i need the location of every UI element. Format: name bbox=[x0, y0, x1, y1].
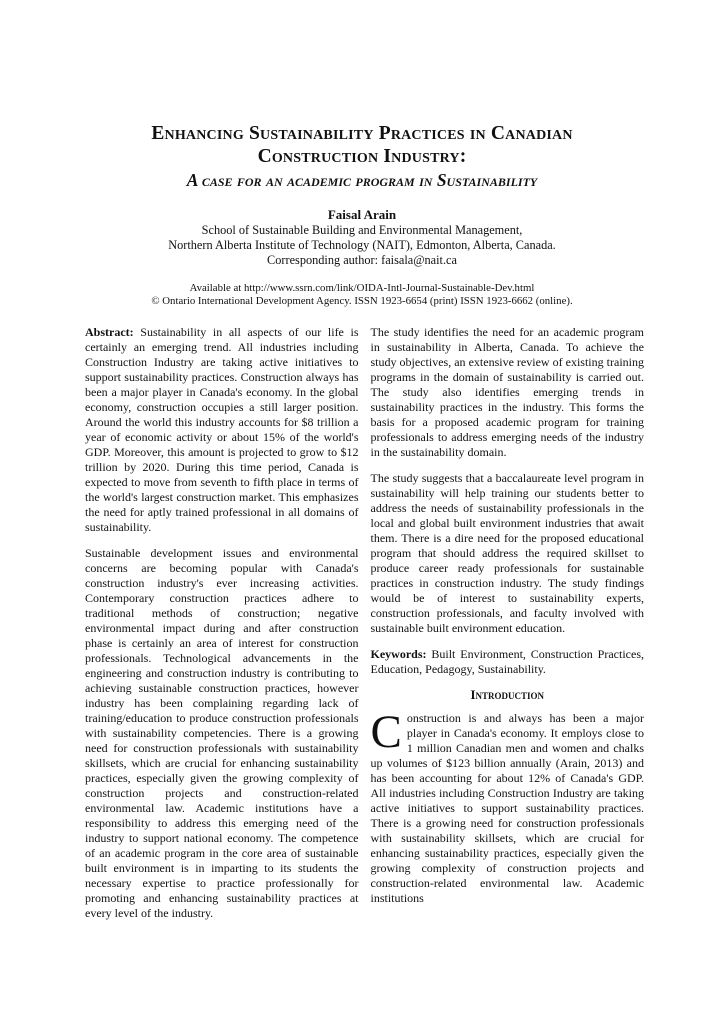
paper-header bbox=[0, 0, 724, 308]
two-column-body bbox=[0, 308, 724, 932]
paper-title bbox=[0, 122, 724, 168]
paper-subtitle: A case for an academic program in Sustainability bbox=[186, 170, 538, 190]
paper-title-line2: Construction Industry: bbox=[257, 146, 467, 167]
copyright-issn: © Ontario International Development Agency. ISSN 1923-6654 (print) ISSN 1923-6662 (online). bbox=[151, 295, 573, 308]
keywords-text: Built Environment, Construction Practices, Education, Pedagogy, Sustainability. bbox=[370, 647, 644, 677]
affiliation-line3: Corresponding author: faisala@nait.ca bbox=[267, 252, 457, 267]
availability-block bbox=[0, 282, 724, 308]
keywords-label: Keywords: bbox=[370, 647, 427, 662]
right-column bbox=[371, 325, 645, 932]
abstract-paragraph-2: Sustainable development issues and environmental concerns are becoming popular with Canada's construction industry's ever increasing activities. Contemporary construction practices adhere to traditional methods of construction; negative environmental impact during and after construction phase is certainly an area of interest for construction professionals. Technological advancements in the engineering and construction industry is contributing to achieving sustainable construction practices, however industry has been complaining regarding lack of training/education to produce construction professionals with sustainability competencies. There is a growing need for construction professionals with sustainability skillsets, which are crucial for enhancing sustainability practices, especially given the growing complexity of construction projects and construction-related environmental law. Academic institutions have a responsibility to address this emerging need of the industry to support national economy. The competence of an academic program in the core area of sustainable built environment is in imparting to its students the necessary expertise to practice professionally for promoting and enhancing sustainability practices at every level of the industry. bbox=[85, 546, 359, 921]
left-column bbox=[85, 325, 359, 932]
affiliation-line1: School of Sustainable Building and Environmental Management, bbox=[201, 223, 523, 237]
author-affiliation bbox=[0, 223, 724, 267]
abstract-paragraph-1-text: Sustainability in all aspects of our life is certainly an emerging trend. All industries including Construction Industry are taking active initiatives to support sustainability practices. Construction always has been a major player in Canada's economy. In the global economy, construction occupies a still larger position. Around the world this industry accounts for $8 trillion a year of economic activity or about 15% of the world's GDP. Moreover, this amount is projected to grow to $12 trillion by 2020. During this time period, Canada is expected to move from seventh to fifth place in terms of the world's largest construction market. This emphasizes the need for aptly trained professional in all domains of sustainability. bbox=[85, 325, 359, 535]
affiliation-line2: Northern Alberta Institute of Technology (NAIT), Edmonton, Alberta, Canada. bbox=[168, 237, 556, 252]
keywords-paragraph bbox=[371, 647, 645, 677]
availability-url: Available at http://www.ssrn.com/link/OIDA-Intl-Journal-Sustainable-Dev.html bbox=[189, 282, 535, 295]
introduction-heading: Introduction bbox=[470, 688, 544, 703]
abstract-paragraph-1 bbox=[85, 325, 359, 535]
author-name: Faisal Arain bbox=[327, 207, 397, 222]
introduction-paragraph-1-text: onstruction is and always has been a major player in Canada's economy. It employs close to 1 million Canadian men and women and chalks up volumes of $123 billion annually (Arain, 2013) and has been accounting for about 12% of Canada's GDP. All industries including Construction Industry are taking active initiatives to support sustainability practices. There is a growing need for construction professionals with sustainability skillsets, which are crucial for enhancing sustainability practices, especially given the growing complexity of construction projects and construction-related environmental law. Academic institutions bbox=[370, 711, 644, 906]
abstract-paragraph-4: The study suggests that a baccalaureate level program in sustainability will help training our students better to address the needs of sustainability professionals in the local and global built environment industries that await them. There is a dire need for the proposed educational program that should address the required skillset to produce career ready professionals for sustainable practices in construction industry. The study findings would be of interest to sustainability experts, construction professionals, and faculty involved with sustainable built environment education. bbox=[370, 471, 644, 636]
dropcap-letter: C bbox=[370, 706, 402, 759]
abstract-paragraph-3: The study identifies the need for an academic program in sustainability in Alberta, Canada. To achieve the study objectives, an extensive review of existing training programs in the domain of sustainability is carried out. The study also identifies emerging trends in sustainability practices in the industry. This forms the basis for a proposed academic program for training professionals to address emerging needs of the industry in the sustainability domain. bbox=[370, 325, 644, 460]
paper-title-line1: Enhancing Sustainability Practices in Canadian bbox=[151, 123, 573, 144]
abstract-label: Abstract: bbox=[85, 325, 134, 340]
introduction-paragraph-1 bbox=[370, 706, 645, 906]
